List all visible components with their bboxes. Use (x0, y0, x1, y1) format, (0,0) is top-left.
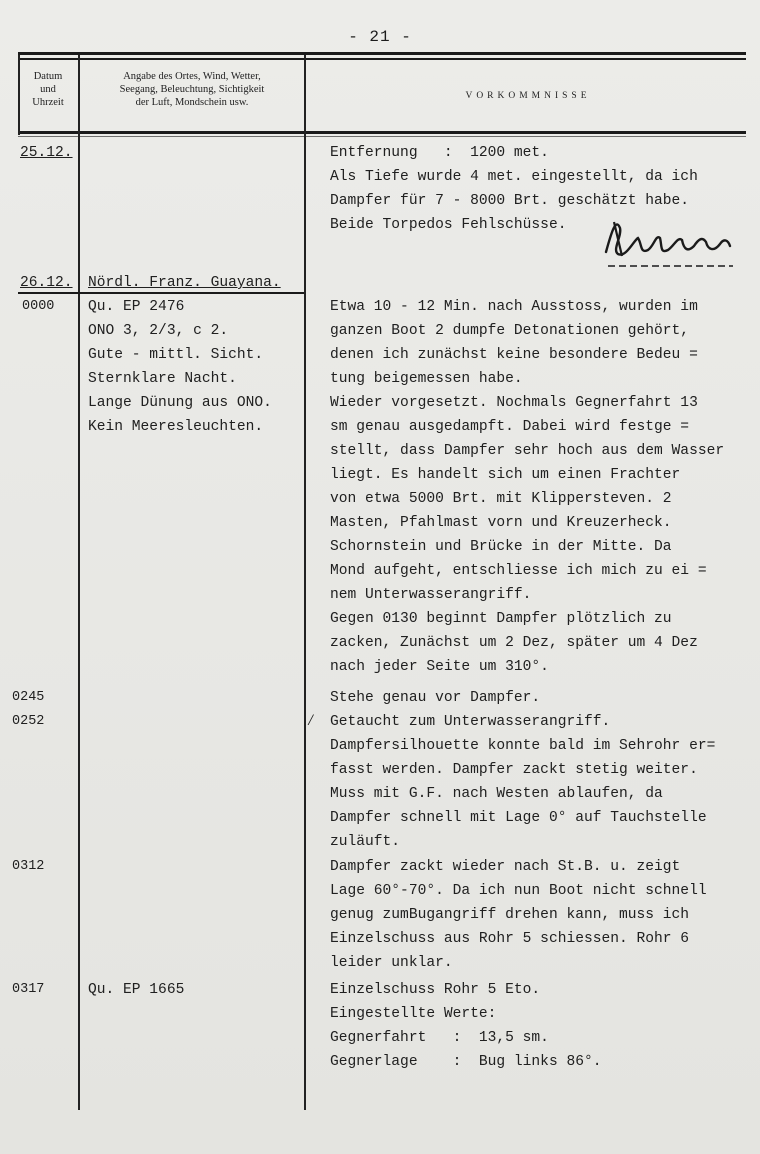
event-line: Einzelschuss aus Rohr 5 schiessen. Rohr 6 (330, 931, 690, 947)
location-line-5: Lange Dünung aus ONO. (88, 395, 272, 411)
date-25-12: 25.12. (20, 145, 73, 161)
event-line: leider unklar. (330, 955, 453, 971)
event-line: Gegnerlage : Bug links 86°. (330, 1054, 602, 1070)
header-date-line-2: und (40, 84, 56, 95)
location-heading: Nördl. Franz. Guayana. (88, 275, 281, 291)
handwritten-signature (598, 210, 738, 270)
event-line: tung beigemessen habe. (330, 371, 523, 387)
event-line: ganzen Boot 2 dumpfe Detonationen gehört, (330, 323, 690, 339)
event-line: Entfernung : 1200 met. (330, 145, 549, 161)
header-rule-secondary (18, 136, 746, 137)
location-line-2: ONO 3, 2/3, c 2. (88, 323, 229, 339)
event-line: Einzelschuss Rohr 5 Eto. (330, 982, 541, 998)
event-line: Lage 60°-70°. Da ich nun Boot nicht schnell (330, 883, 707, 899)
location-line-6: Kein Meeresleuchten. (88, 419, 264, 435)
date-26-12: 26.12. (20, 275, 73, 291)
event-line: Dampfer zackt wieder nach St.B. u. zeigt (330, 859, 681, 875)
event-line: Muss mit G.F. nach Westen ablaufen, da (330, 786, 663, 802)
header-events: VORKOMMNISSE (465, 91, 591, 101)
header-location-line-2: Seegang, Beleuchtung, Sichtigkeit (119, 84, 265, 95)
event-line: Mond aufgeht, entschliesse ich mich zu ei = (330, 563, 707, 579)
header-date-time (20, 70, 76, 109)
event-line: zacken, Zunächst um 2 Dez, später um 4 Dez (330, 635, 698, 651)
event-line: nem Unterwasserangriff. (330, 587, 532, 603)
header-location-line-1: Angabe des Ortes, Wind, Wetter, (123, 71, 261, 82)
header-rule (18, 131, 746, 134)
top-rule-secondary (18, 58, 746, 60)
event-line: stellt, dass Dampfer sehr hoch aus dem Wasser (330, 443, 725, 459)
time-0245: 0245 (12, 690, 45, 705)
event-line: nach jeder Seite um 310°. (330, 659, 549, 675)
time-0312: 0312 (12, 859, 45, 874)
event-line: Gegnerfahrt : 13,5 sm. (330, 1030, 549, 1046)
event-line: Gegen 0130 beginnt Dampfer plötzlich zu (330, 611, 672, 627)
location-line-4: Sternklare Nacht. (88, 371, 237, 387)
time-0252: 0252 (12, 714, 45, 729)
header-location (82, 70, 302, 109)
check-mark-icon: ⁄ (306, 712, 316, 730)
event-line: fasst werden. Dampfer zackt stetig weiter. (330, 762, 698, 778)
time-0317: 0317 (12, 982, 45, 997)
event-line: Schornstein und Brücke in der Mitte. Da (330, 539, 672, 555)
header-date-line-1: Datum (33, 71, 63, 82)
event-line: Dampfer für 7 - 8000 Brt. geschätzt habe. (330, 193, 690, 209)
location-line-1: Qu. EP 2476 (88, 299, 185, 315)
header-location-line-3: der Luft, Mondschein usw. (135, 97, 249, 108)
time-0000: 0000 (22, 299, 55, 314)
event-line: denen ich zunächst keine besondere Bedeu = (330, 347, 698, 363)
event-line: liegt. Es handelt sich um einen Frachter (330, 467, 681, 483)
event-line: Getaucht zum Unterwasserangriff. (330, 714, 611, 730)
header-date-line-3: Uhrzeit (32, 97, 64, 108)
page-number: - 21 - (348, 28, 412, 46)
event-line: genug zumBugangriff drehen kann, muss ich (330, 907, 690, 923)
location-line-3: Gute - mittl. Sicht. (88, 347, 264, 363)
event-line: Masten, Pfahlmast vorn und Kreuzerheck. (330, 515, 672, 531)
column-divider-2 (304, 55, 306, 1110)
event-line: Eingestellte Werte: (330, 1006, 497, 1022)
location-line-7: Qu. EP 1665 (88, 982, 185, 998)
top-rule (18, 52, 746, 55)
event-line: Stehe genau vor Dampfer. (330, 690, 541, 706)
event-line: zuläuft. (330, 834, 401, 850)
event-line: Dampfer schnell mit Lage 0° auf Tauchstelle (330, 810, 707, 826)
event-line: Wieder vorgesetzt. Nochmals Gegnerfahrt 13 (330, 395, 698, 411)
event-line: Als Tiefe wurde 4 met. eingestellt, da ich (330, 169, 698, 185)
event-line: von etwa 5000 Brt. mit Klippersteven. 2 (330, 491, 672, 507)
event-line: Etwa 10 - 12 Min. nach Ausstoss, wurden im (330, 299, 698, 315)
column-divider-1 (78, 55, 80, 1110)
event-line: Dampfersilhouette konnte bald im Sehrohr er= (330, 738, 716, 754)
event-line: sm genau ausgedampft. Dabei wird festge = (330, 419, 690, 435)
event-line: Beide Torpedos Fehlschüsse. (330, 217, 567, 233)
